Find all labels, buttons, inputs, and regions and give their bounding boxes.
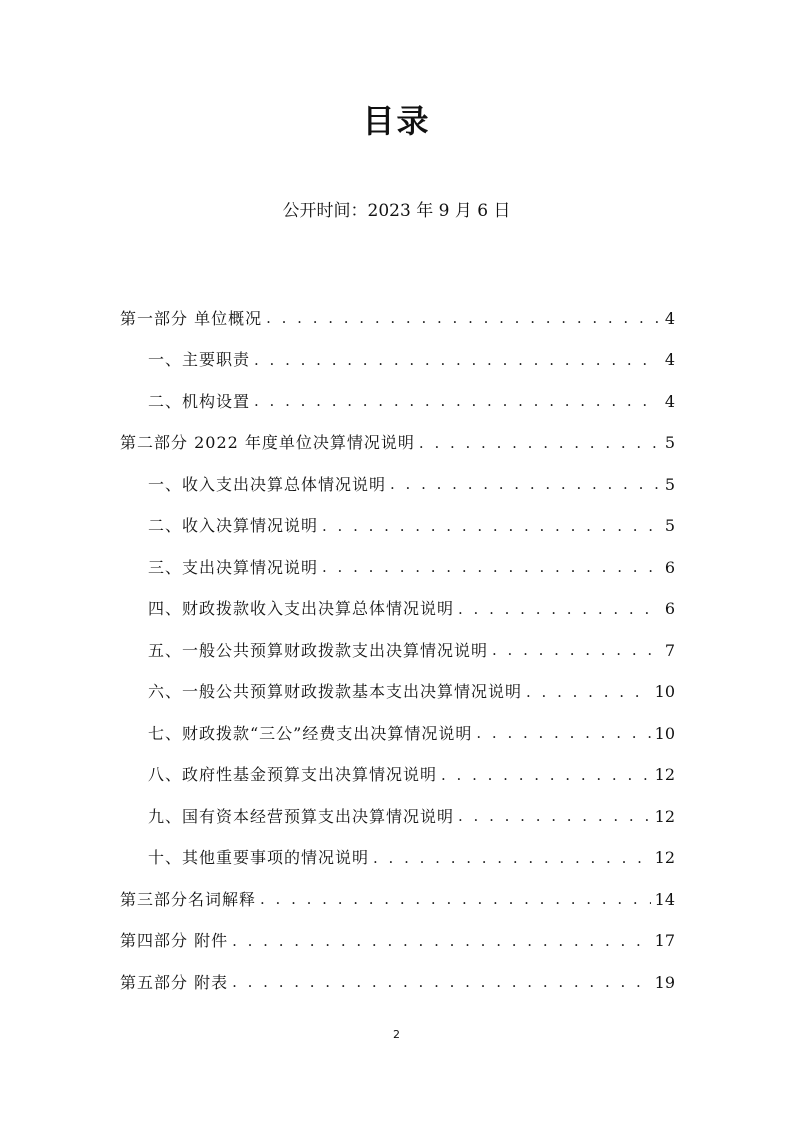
toc-entry[interactable]	[120, 713, 675, 755]
toc-entry-label: 一、收入支出决算总体情况说明	[148, 474, 387, 494]
toc-dot-leader	[419, 436, 659, 451]
toc-entry-page: 4	[664, 391, 675, 411]
toc-entry-label: 五、一般公共预算财政拨款支出决算情况说明	[148, 640, 489, 660]
toc-dot-leader	[254, 394, 659, 409]
toc-entry[interactable]	[120, 340, 675, 382]
toc-dot-leader	[322, 519, 659, 534]
toc-entry-page: 5	[664, 474, 675, 494]
toc-entry-page: 12	[654, 848, 675, 868]
toc-entry-label: 十、其他重要事项的情况说明	[148, 848, 370, 868]
toc-dot-leader	[232, 934, 651, 949]
toc-entry[interactable]	[120, 298, 675, 340]
toc-entry-label: 九、国有资本经营预算支出决算情况说明	[148, 806, 455, 826]
toc-entry[interactable]	[120, 381, 675, 423]
publish-date: 公开时间：2023 年 9 月 6 日	[282, 201, 511, 221]
toc-entry-label: 第一部分 单位概况	[120, 308, 263, 328]
toc-entry-page: 7	[664, 640, 675, 660]
toc-dot-leader	[266, 311, 659, 326]
toc-entry-page: 6	[664, 599, 675, 619]
toc-dot-leader	[526, 685, 651, 700]
toc-entry-page: 5	[664, 433, 675, 453]
toc-entry[interactable]	[120, 921, 675, 963]
toc-entry[interactable]	[120, 962, 675, 1004]
toc-entry[interactable]	[120, 630, 675, 672]
toc-entry-label: 七、财政拨款“三公”经费支出决算情况说明	[148, 723, 473, 743]
toc-entry-page: 17	[654, 931, 675, 951]
toc-dot-leader	[254, 353, 659, 368]
toc-entry-page: 4	[664, 350, 675, 370]
toc-entry-label: 第三部分名词解释	[120, 889, 257, 909]
toc-entry[interactable]	[120, 755, 675, 797]
toc-entry-page: 10	[654, 682, 675, 702]
toc-entry-page: 10	[654, 723, 675, 743]
toc-entry[interactable]	[120, 464, 675, 506]
toc-entry-page: 4	[664, 308, 675, 328]
toc-entry[interactable]	[120, 796, 675, 838]
toc-entry[interactable]	[120, 547, 675, 589]
toc-entry-label: 一、主要职责	[148, 350, 251, 370]
toc-entry-label: 第五部分 附表	[120, 972, 229, 992]
toc-entry-page: 14	[654, 889, 675, 909]
toc-dot-leader	[476, 726, 650, 741]
toc-entry-label: 第四部分 附件	[120, 931, 229, 951]
toc-entry[interactable]	[120, 838, 675, 880]
page-number: 2	[393, 1028, 400, 1041]
toc-dot-leader	[492, 643, 659, 658]
toc-entry[interactable]	[120, 506, 675, 548]
toc-entry-page: 12	[654, 806, 675, 826]
toc-entry[interactable]	[120, 589, 675, 631]
toc-entry-page: 5	[664, 516, 675, 536]
toc-dot-leader	[458, 809, 651, 824]
table-of-contents	[120, 298, 675, 1004]
toc-entry-page: 6	[664, 557, 675, 577]
toc-entry-label: 第二部分 2022 年度单位决算情况说明	[120, 433, 415, 453]
toc-entry-label: 六、一般公共预算财政拨款基本支出决算情况说明	[148, 682, 523, 702]
toc-dot-leader	[373, 851, 651, 866]
toc-entry-label: 三、支出决算情况说明	[148, 557, 319, 577]
toc-entry-label: 四、财政拨款收入支出决算总体情况说明	[148, 599, 455, 619]
toc-dot-leader	[441, 768, 651, 783]
toc-entry-label: 八、政府性基金预算支出决算情况说明	[148, 765, 438, 785]
toc-entry[interactable]	[120, 423, 675, 465]
toc-dot-leader	[390, 477, 659, 492]
toc-entry-page: 12	[654, 765, 675, 785]
toc-dot-leader	[232, 975, 651, 990]
toc-entry-page: 19	[654, 972, 675, 992]
toc-entry[interactable]	[120, 879, 675, 921]
toc-entry-label: 二、收入决算情况说明	[148, 516, 319, 536]
document-title: 目录	[362, 102, 431, 140]
toc-dot-leader	[322, 560, 659, 575]
toc-entry-label: 二、机构设置	[148, 391, 251, 411]
toc-dot-leader	[458, 602, 659, 617]
toc-entry[interactable]	[120, 672, 675, 714]
toc-dot-leader	[260, 892, 651, 907]
